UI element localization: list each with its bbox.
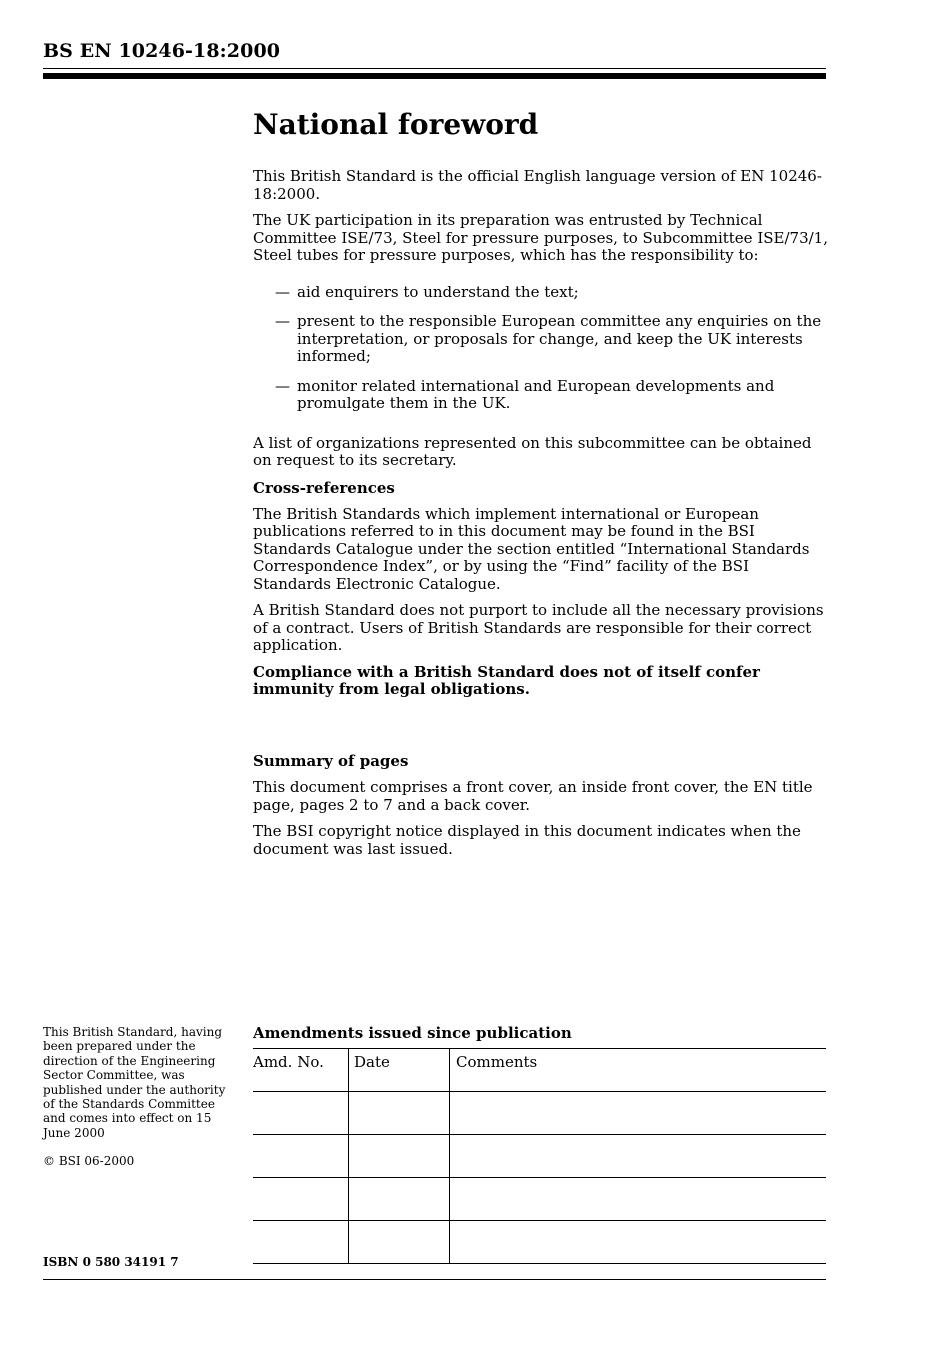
table-cell <box>349 1221 450 1264</box>
header-rule-thick <box>43 73 826 79</box>
footer-rule <box>43 1279 826 1280</box>
table-cell <box>450 1092 827 1135</box>
header-rule-thin <box>43 68 826 69</box>
column-header-comments: Comments <box>450 1049 827 1092</box>
page-title: National foreword <box>253 108 539 141</box>
publication-note: This British Standard, having been prepared under the direction of the Engineering Sector Committee, was published under the authority of the Standards Committee and comes into effect on 15 June 2000 <box>43 1025 226 1140</box>
table-cell <box>253 1178 349 1221</box>
list-item: — monitor related international and European developments and promulgate them in the UK. <box>275 376 775 412</box>
column-header-amd-no: Amd. No. <box>253 1049 349 1092</box>
column-header-date: Date <box>349 1049 450 1092</box>
table-cell <box>349 1178 450 1221</box>
national-foreword <box>253 105 829 708</box>
table-cell <box>450 1135 827 1178</box>
list-item-text: monitor related international and European developments and promulgate them in the UK. <box>297 376 775 412</box>
table-row <box>253 1092 826 1135</box>
copyright-notice: © BSI 06-2000 <box>43 1154 135 1168</box>
summary-of-pages <box>253 752 829 867</box>
amendments-title: Amendments issued since publication <box>253 1024 572 1042</box>
responsibility-list <box>253 284 829 413</box>
paragraph-uk-participation: The UK participation in its preparation was entrusted by Technical Committee ISE/73, Steel for pressure purposes, to Subcommittee ISE/73/1, Steel tubes for pressure purposes, which has the responsibility to: <box>253 211 828 264</box>
table-row <box>253 1178 826 1221</box>
paragraph-provisions: A British Standard does not purport to include all the necessary provisions of a contract. Users of British Standards are responsible for their correct application. <box>253 601 824 654</box>
table-cell <box>450 1178 827 1221</box>
paragraph-official-version: This British Standard is the official English language version of EN 10246-18:2000. <box>253 167 822 203</box>
table-cell <box>253 1092 349 1135</box>
paragraph-summary: This document comprises a front cover, an inside front cover, the EN title page, pages 2 to 7 and a back cover. <box>253 778 813 814</box>
amendments-table <box>253 1048 826 1264</box>
list-item-text: present to the responsible European committee any enquiries on the interpretation, or proposals for change, and keep the UK interests informed; <box>297 312 822 365</box>
isbn: ISBN 0 580 34191 7 <box>43 1255 179 1269</box>
table-row <box>253 1221 826 1264</box>
table-header-row <box>253 1049 826 1092</box>
paragraph-cross-references: The British Standards which implement international or European publications referred to in this document may be found in the BSI Standards Catalogue under the section entitled “International Standards Correspondence Index”, or by using the “Find” facility of the BSI Standards Electronic Catalogue. <box>253 504 810 593</box>
table-cell <box>349 1135 450 1178</box>
table-row <box>253 1135 826 1178</box>
paragraph-organizations: A list of organizations represented on this subcommittee can be obtained on request to its secretary. <box>253 433 812 469</box>
document-code: BS EN 10246-18:2000 <box>43 40 281 62</box>
cross-references-heading: Cross-references <box>253 478 395 497</box>
paragraph-compliance: Compliance with a British Standard does not of itself confer immunity from legal obligations. <box>253 662 760 698</box>
table-cell <box>253 1221 349 1264</box>
list-item-text: aid enquirers to understand the text; <box>297 282 579 301</box>
table-cell <box>450 1221 827 1264</box>
paragraph-copyright-notice: The BSI copyright notice displayed in this document indicates when the document was last issued. <box>253 822 801 858</box>
list-item: — present to the responsible European committee any enquiries on the interpretation, or proposals for change, and keep the UK interests informed; <box>275 312 822 365</box>
list-item: — aid enquirers to understand the text; <box>275 282 579 301</box>
table-cell <box>349 1092 450 1135</box>
summary-heading: Summary of pages <box>253 752 409 770</box>
table-cell <box>253 1135 349 1178</box>
